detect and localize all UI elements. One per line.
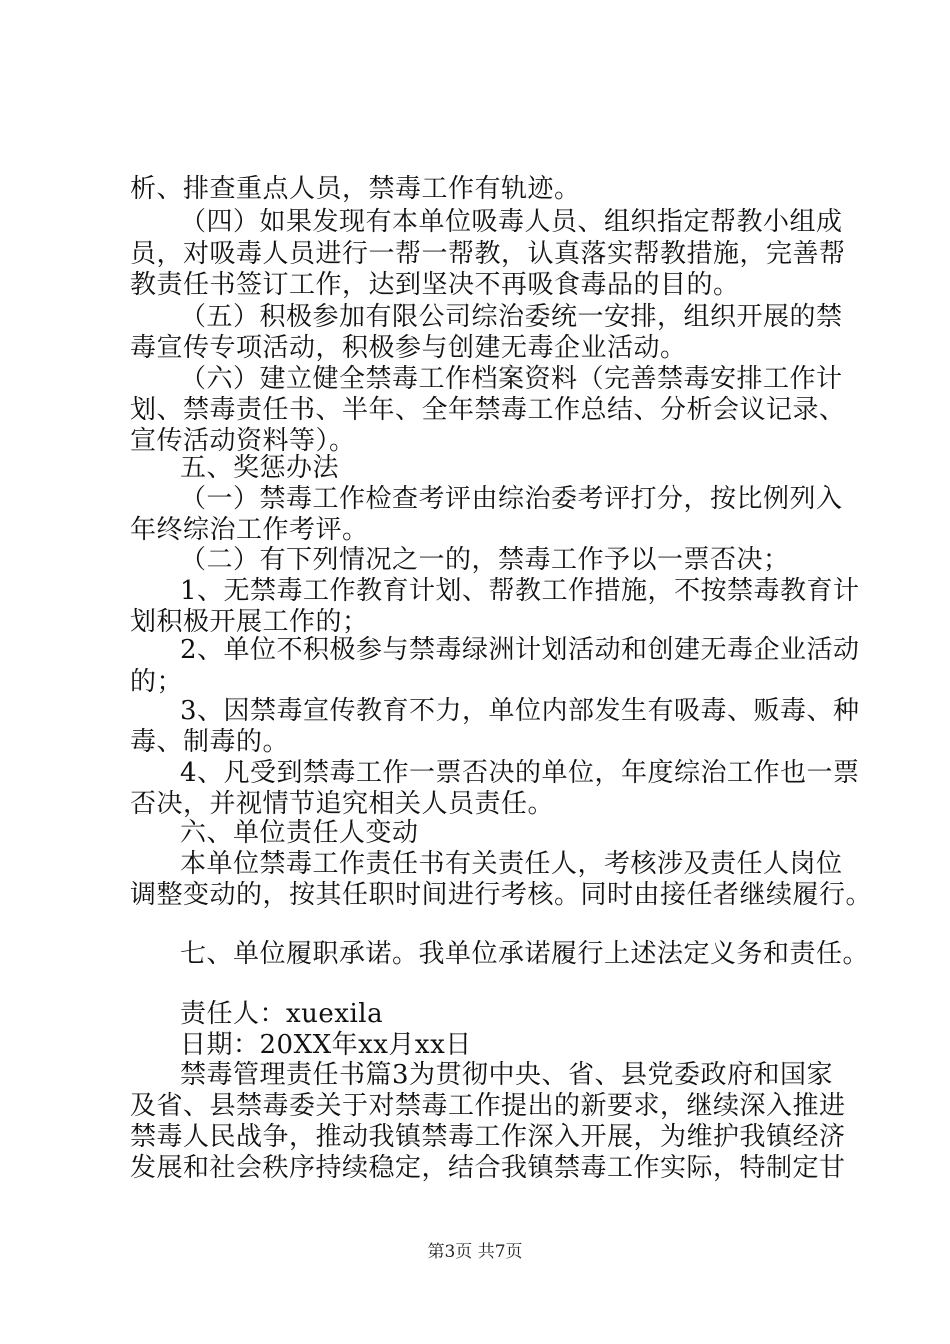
text-line: 教责任书签订工作，达到坚决不再吸食毒品的目的。 [130, 270, 740, 300]
text-line: 宣传活动资料等）。 [130, 426, 356, 456]
text-line: 调整变动的，按其任职时间进行考核。同时由接任者继续履行。 [130, 880, 873, 910]
text-line: （六）建立健全禁毒工作档案资料（完善禁毒安排工作计 [180, 364, 843, 394]
page-number: 第3页 共7页 [427, 1242, 523, 1262]
text-line: 的； [130, 667, 184, 697]
text-line: 及省、县禁毒委关于对禁毒工作提出的新要求，继续深入推进 [130, 1091, 846, 1121]
section-heading: 五、奖惩办法 [180, 453, 340, 483]
signature-line: 责任人：xuexila [180, 999, 384, 1029]
text-line: 3、因禁毒宣传教育不力，单位内部发生有吸毒、贩毒、种 [180, 696, 860, 726]
text-line: 1、无禁毒工作教育计划、帮教工作措施，不按禁毒教育计 [180, 576, 860, 606]
section-heading: 七、单位履职承诺。我单位承诺履行上述法定义务和责任。 [180, 939, 870, 969]
text-line: （五）积极参加有限公司综治委统一安排，组织开展的禁 [180, 302, 843, 332]
text-line: 禁毒管理责任书篇3为贯彻中央、省、县党委政府和国家 [180, 1060, 834, 1090]
text-line: （二）有下列情况之一的，禁毒工作予以一票否决； [180, 545, 790, 575]
text-line: 发展和社会秩序持续稳定，结合我镇禁毒工作实际，特制定甘 [130, 1153, 846, 1183]
text-line: 4、凡受到禁毒工作一票否决的单位，年度综治工作也一票 [180, 758, 860, 788]
text-line: 禁毒人民战争，推动我镇禁毒工作深入开展，为维护我镇经济 [130, 1122, 846, 1152]
text-line: （一）禁毒工作检查考评由综治委考评打分，按比例列入 [180, 484, 843, 514]
date-line: 日期：20XX年xx月xx日 [180, 1030, 472, 1060]
text-line: 毒宣传专项活动，积极参与创建无毒企业活动。 [130, 333, 687, 363]
section-heading: 六、单位责任人变动 [180, 818, 419, 848]
text-line: 划积极开展工作的； [130, 607, 369, 637]
text-line: 本单位禁毒工作责任书有关责任人，考核涉及责任人岗位 [180, 849, 843, 879]
text-line: 析、排查重点人员，禁毒工作有轨迹。 [130, 174, 581, 204]
text-line: 毒、制毒的。 [130, 727, 290, 757]
text-line: 否决，并视情节追究相关人员责任。 [130, 789, 555, 819]
text-line: 划、禁毒责任书、半年、全年禁毒工作总结、分析会议记录、 [130, 395, 846, 425]
text-line: 员，对吸毒人员进行一帮一帮教，认真落实帮教措施，完善帮 [130, 239, 846, 269]
text-line: （四）如果发现有本单位吸毒人员、组织指定帮教小组成 [180, 207, 843, 237]
text-line: 年终综治工作考评。 [130, 515, 369, 545]
text-line: 2、单位不积极参与禁毒绿洲计划活动和创建无毒企业活动 [180, 635, 860, 665]
